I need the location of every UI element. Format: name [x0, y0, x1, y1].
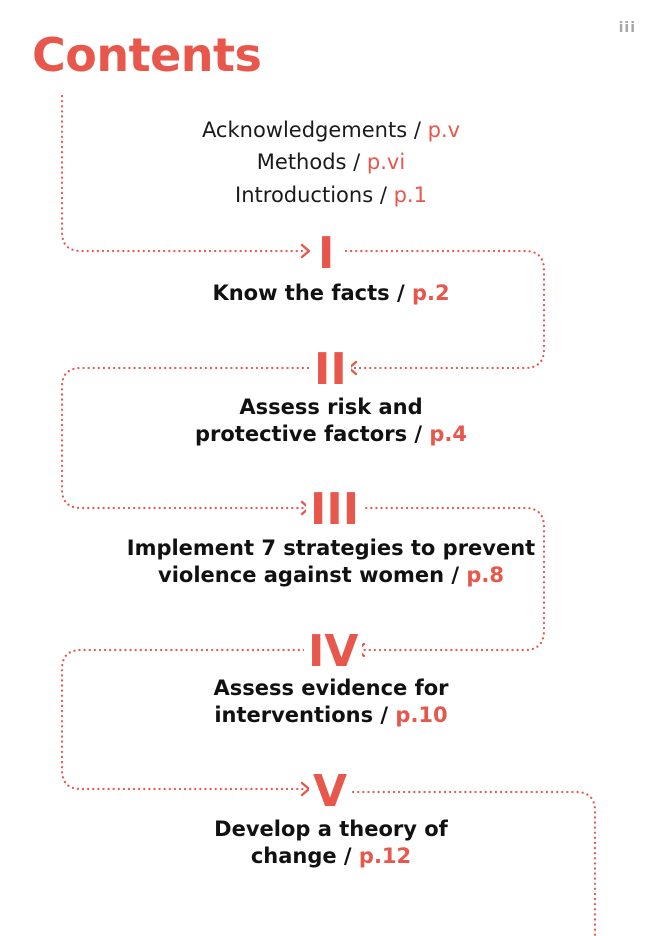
section-title-line-1: Assess risk and	[239, 395, 423, 419]
toc-section-4[interactable]	[0, 675, 662, 729]
section-title-line-1: Implement 7 strategies to prevent	[126, 536, 536, 560]
section-separator: /	[407, 422, 430, 446]
section-title-line-2: change	[250, 844, 337, 868]
section-separator: /	[373, 703, 396, 727]
toc-entry-acknowledgements[interactable]	[0, 114, 662, 146]
section-title: Know the facts	[212, 281, 390, 305]
section-title-line-1: Assess evidence for	[213, 676, 449, 700]
section-numeral-2: II	[310, 348, 351, 392]
entry-page: p.1	[393, 183, 427, 207]
section-title-line-2: violence against women	[158, 563, 445, 587]
page-number: iii	[618, 20, 636, 36]
entry-separator: /	[407, 118, 428, 142]
section-numeral-4: IV	[304, 630, 362, 674]
section-page: p.4	[429, 422, 468, 446]
entry-separator: /	[373, 183, 394, 207]
toc-entry-introductions[interactable]	[0, 179, 662, 211]
entry-label: Introductions	[235, 183, 374, 207]
entry-label: Methods	[256, 150, 347, 174]
section-title-line-2: protective factors	[194, 422, 408, 446]
toc-section-3[interactable]	[0, 535, 662, 589]
entry-separator: /	[346, 150, 367, 174]
entry-page: p.vi	[366, 150, 406, 174]
section-numeral-1: I	[314, 232, 338, 276]
section-page: p.2	[411, 281, 450, 305]
entry-label: Acknowledgements	[201, 118, 408, 142]
section-numeral-3: III	[306, 488, 363, 532]
page-title: Contents	[32, 28, 262, 82]
section-separator: /	[336, 844, 359, 868]
section-page: p.12	[358, 844, 412, 868]
toc-entry-methods[interactable]	[0, 146, 662, 178]
section-separator: /	[389, 281, 412, 305]
section-title-line-1: Develop a theory of	[214, 817, 448, 841]
section-page: p.8	[466, 563, 504, 587]
toc-section-2[interactable]	[0, 394, 662, 448]
toc-section-5[interactable]	[0, 816, 662, 870]
section-separator: /	[444, 563, 467, 587]
section-page: p.10	[395, 703, 448, 727]
entry-page: p.v	[427, 118, 461, 142]
toc-section-1[interactable]	[0, 280, 662, 307]
section-title-line-2: interventions	[214, 703, 374, 727]
section-numeral-5: V	[309, 770, 351, 814]
